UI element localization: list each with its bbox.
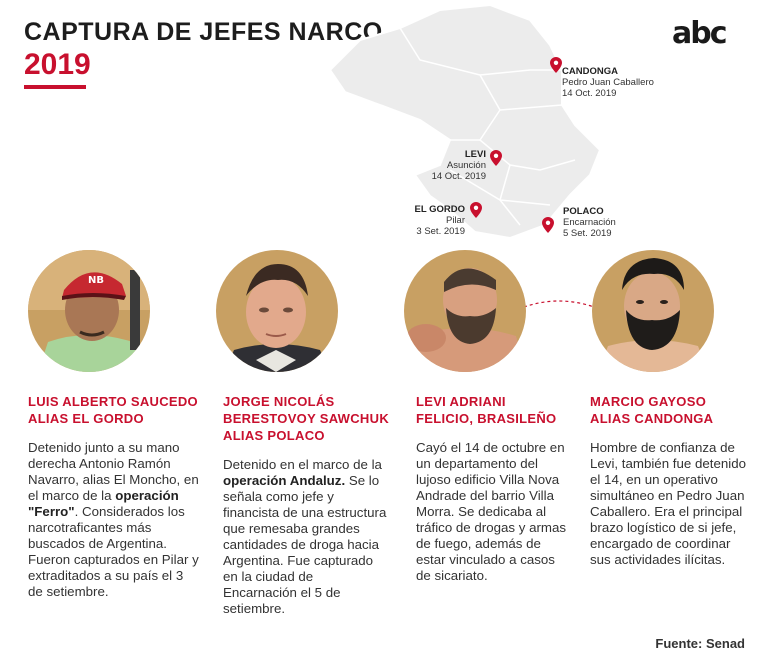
map-label-levi [400, 149, 486, 182]
desc-text: Detenido junto a su mano derecha Antonio Ramón Navarro, alias El Moncho, en el marco de la [28, 440, 199, 503]
desc-bold: operación "Ferro" [28, 488, 179, 519]
name-line: ADRIANI [446, 394, 506, 409]
map-pin-icon [470, 202, 482, 218]
desc-text: Detenido en el marco de la [223, 457, 382, 472]
name-line: FELICIO, BRASILEÑO [416, 411, 557, 426]
profile-name-el-gordo [28, 393, 213, 427]
location-name: POLACO [563, 206, 604, 217]
name-line: JORGE NICOLÁS [223, 394, 335, 409]
map-pin-icon [542, 217, 554, 233]
name-line: LUIS ALBERTO SAUCEDO [28, 394, 198, 409]
name-lead: LEVI [416, 394, 447, 409]
desc-bold: operación Andaluz. [223, 473, 346, 488]
profile-name-levi [416, 393, 586, 427]
desc-text: Cayó el 14 de octubre en un departamento del lujoso edificio Villa Nova Andrade del barrio Villa Morra. Se dedicaba al tráfico de drogas y armas de fuego, además de estar vinculado a casos de sicariato. [416, 440, 567, 583]
page-year: 2019 [24, 48, 91, 81]
location-date: 3 Set. 2019 [416, 226, 465, 237]
profile-name-candonga [590, 393, 760, 427]
desc-text: . Considerados los narcotraficantes más buscados de Argentina. Fueron capturados en Pilar y extraditados a su país el 3 de setiembre. [28, 504, 199, 599]
source-credit: Fuente: Senad [655, 636, 745, 651]
location-place: Pilar [445, 215, 465, 226]
location-name: EL GORDO [414, 204, 465, 215]
location-date: 14 Oct. 2019 [562, 88, 617, 99]
year-underline [24, 85, 86, 89]
desc-text: Se lo señala como jefe y financista de una estructura que remesaba grandes cantidades de droga hacia Argentina. Fue capturado en la ciudad de Encarnación el 5 de setiembre. [223, 473, 387, 616]
alias-label: ALIAS CANDONGA [590, 411, 714, 426]
photo-levi [404, 250, 526, 372]
photo-polaco [216, 250, 338, 372]
location-name: CANDONGA [562, 66, 618, 77]
page-title: CAPTURA DE JEFES NARCO [24, 18, 383, 46]
location-place: Asunción [446, 160, 486, 171]
location-place: Encarnación [563, 217, 616, 228]
profile-description-candonga [590, 440, 750, 568]
profile-description-levi [416, 440, 571, 584]
location-date: 14 Oct. 2019 [431, 171, 486, 182]
profile-description-polaco [223, 457, 388, 617]
photo-candonga [592, 250, 714, 372]
alias-label: ALIAS EL GORDO [28, 411, 144, 426]
name-line: MARCIO GAYOSO [590, 394, 707, 409]
desc-text: Hombre de confianza de Levi, también fue detenido el 14, en un operativo simultáneo en Pedro Juan Caballero. Era el principal brazo logístico de si jefe, encargado de coordinar sus actividades ilícitas. [590, 440, 746, 567]
map-label-el-gordo [380, 204, 465, 237]
map-label-polaco [563, 206, 616, 239]
alias-label: ALIAS POLACO [223, 428, 325, 443]
location-date: 5 Set. 2019 [563, 228, 612, 239]
abc-logo: abc [672, 16, 726, 51]
map-pin-icon [490, 150, 502, 166]
connector-line [524, 295, 594, 315]
photo-el-gordo [28, 250, 150, 372]
profile-description-el-gordo [28, 440, 200, 600]
svg-text:NB: NB [88, 275, 104, 286]
map-label-candonga [562, 66, 654, 99]
name-line: BERESTOVOY SAWCHUK [223, 411, 390, 426]
profile-name-polaco [223, 393, 408, 444]
location-name: LEVI [464, 149, 486, 160]
paraguay-map [300, 0, 770, 250]
location-place: Pedro Juan Caballero [562, 77, 654, 88]
map-pin-icon [550, 57, 562, 73]
